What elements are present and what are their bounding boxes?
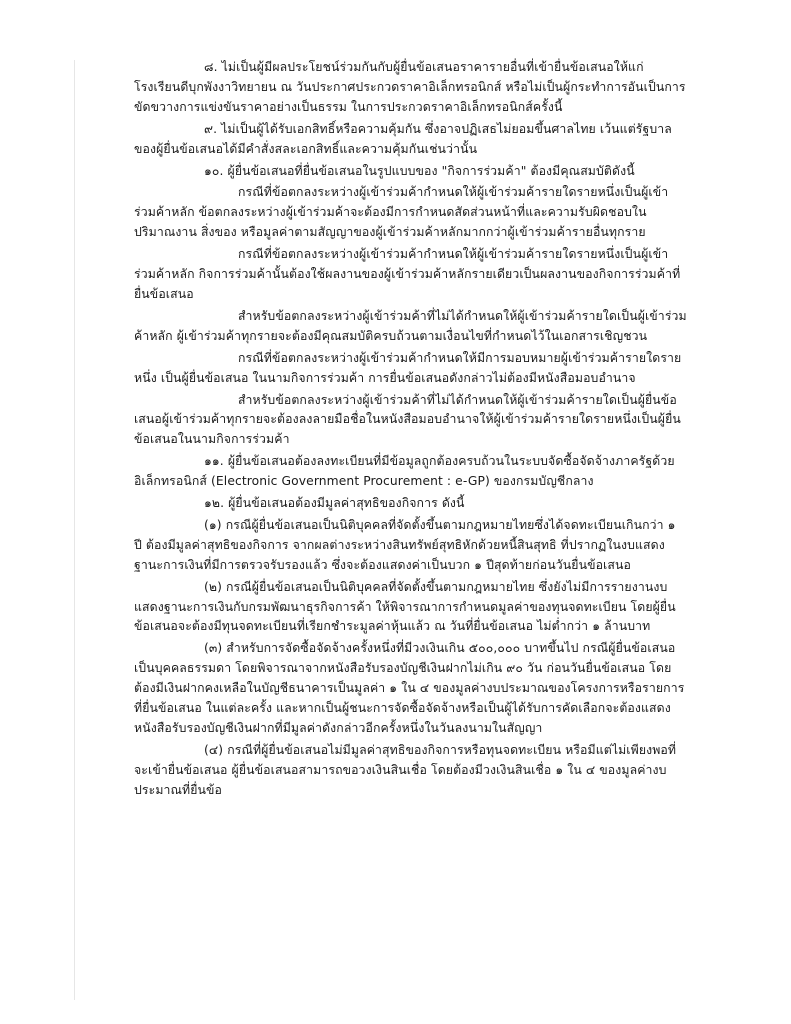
clause-8: ๘. ไม่เป็นผู้มีผลประโยชน์ร่วมกันกับผู้ยื่นข้อเสนอราคารายอื่นที่เข้ายื่นข้อเสนอให้แก่โรงเรียนดีบุกพังงาวิทยายน ณ วันประกาศประกวดราคาอิเล็กทรอนิกส์ หรือไม่เป็นผู้กระทำการอันเป็นการขัดขวางการแข่งขันราคาอย่างเป็นธรรม ในการประกวดราคาอิเล็กทรอนิกส์ครั้งนี้ <box>134 60 686 114</box>
clause-12: ๑๒. ผู้ยื่นข้อเสนอต้องมีมูลค่าสุทธิของกิจการ ดังนี้ <box>204 496 465 511</box>
clause-12-1: (๑) กรณีผู้ยื่นข้อเสนอเป็นนิติบุคคลที่จัดตั้งขึ้นตามกฎหมายไทยซึ่งได้จดทะเบียนเกินกว่า ๑ ปี ต้องมีมูลค่าสุทธิของกิจการ จากผลต่างระหว่างสินทรัพย์สุทธิหักด้วยหนี้สินสุทธิ ที่ปรากฏในงบแสดงฐานะการเงินที่มีการตรวจรับรองแล้ว ซึ่งจะต้องแสดงค่าเป็นบวก ๑ ปีสุดท้ายก่อนวันยื่นข้อเสนอ <box>134 517 676 572</box>
clause-10: ๑๐. ผู้ยื่นข้อเสนอที่ยื่นข้อเสนอในรูปแบบของ "กิจการร่วมค้า" ต้องมีคุณสมบัติดังนี้ <box>204 163 635 178</box>
clause-12-2: (๒) กรณีผู้ยื่นข้อเสนอเป็นนิติบุคคลที่จัดตั้งขึ้นตามกฎหมายไทย ซึ่งยังไม่มีการรายงานงบแสดงฐานะการเงินกับกรมพัฒนาธุรกิจการค้า ให้พิจารณาการกำหนดมูลค่าของทุนจดทะเบียน โดยผู้ยื่นข้อเสนอจะต้องมีทุนจดทะเบียนที่เรียกชำระมูลค่าหุ้นแล้ว ณ วันที่ยื่นข้อเสนอ ไม่ต่ำกว่า ๑ ล้านบาท <box>134 579 676 634</box>
clause-10-assigned-bidder: กรณีที่ข้อตกลงระหว่างผู้เข้าร่วมค้ากำหนดให้มีการมอบหมายผู้เข้าร่วมค้ารายใดรายหนึ่ง เป็นผู้ยื่นข้อเสนอ ในนามกิจการร่วมค้า การยื่นข้อเสนอดังกล่าวไม่ต้องมีหนังสือมอบอำนาจ <box>134 350 682 385</box>
clause-12-3: (๓) สำหรับการจัดซื้อจัดจ้างครั้งหนึ่งที่มีวงเงินเกิน ๕๐๐,๐๐๐ บาทขึ้นไป กรณีผู้ยื่นข้อเสนอเป็นบุคคลธรรมดา โดยพิจารณาจากหนังสือรับรองบัญชีเงินฝากไม่เกิน ๙๐ วัน ก่อนวันยื่นข้อเสนอ โดยต้องมีเงินฝากคงเหลือในบัญชีธนาคารเป็นมูลค่า ๑ ใน ๔ ของมูลค่างบประมาณของโครงการหรือรายการที่ยื่นข้อเสนอ ในแต่ละครั้ง และหากเป็นผู้ชนะการจัดซื้อจัดจ้างหรือเป็นผู้ได้รับการคัดเลือกจะต้องแสดงหนังสือรับรองบัญชีเงินฝากที่มีมูลค่าดังกล่าวอีกครั้งหนึ่งในวันลงนามในสัญญา <box>134 641 685 735</box>
clause-10-lead-partner-ratio: กรณีที่ข้อตกลงระหว่างผู้เข้าร่วมค้ากำหนดให้ผู้เข้าร่วมค้ารายใดรายหนึ่งเป็นผู้เข้าร่วมค้าหลัก ข้อตกลงระหว่างผู้เข้าร่วมค้าจะต้องมีการกำหนดสัดส่วนหน้าที่และความรับผิดชอบในปริมาณงาน สิ่งของ หรือมูลค่าตามสัญญาของผู้เข้าร่วมค้าหลักมากกว่าผู้เข้าร่วมค้ารายอื่นทุกราย <box>134 185 669 240</box>
clause-11: ๑๑. ผู้ยื่นข้อเสนอต้องลงทะเบียนที่มีข้อมูลถูกต้องครบถ้วนในระบบจัดซื้อจัดจ้างภาครัฐด้วยอิเล็กทรอนิกส์ (Electronic Government Procurement : e-GP) ของกรมบัญชีกลาง <box>134 454 675 489</box>
clause-10-lead-partner-work: กรณีที่ข้อตกลงระหว่างผู้เข้าร่วมค้ากำหนดให้ผู้เข้าร่วมค้ารายใดรายหนึ่งเป็นผู้เข้าร่วมค้าหลัก กิจการร่วมค้านั้นต้องใช้ผลงานของผู้เข้าร่วมค้าหลักรายเดียวเป็นผลงานของกิจการร่วมค้าที่ยื่นข้อเสนอ <box>134 247 681 301</box>
scan-edge-line <box>74 60 75 1000</box>
clause-10-no-lead-partner: สำหรับข้อตกลงระหว่างผู้เข้าร่วมค้าที่ไม่ได้กำหนดให้ผู้เข้าร่วมค้ารายใดเป็นผู้เข้าร่วมค้าหลัก ผู้เข้าร่วมค้าทุกรายจะต้องมีคุณสมบัติครบถ้วนตามเงื่อนไขที่กำหนดไว้ในเอกสารเชิญชวน <box>134 308 687 343</box>
clause-12-4: (๔) กรณีที่ผู้ยื่นข้อเสนอไม่มีมูลค่าสุทธิของกิจการหรือทุนจดทะเบียน หรือมีแต่ไม่เพียงพอที่จะเข้ายื่นข้อเสนอ ผู้ยื่นข้อเสนอสามารถขอวงเงินสินเชื่อ โดยต้องมีวงเงินสินเชื่อ ๑ ใน ๔ ของมูลค่างบประมาณที่ยื่นข้อ <box>134 742 677 797</box>
clause-10-power-of-attorney: สำหรับข้อตกลงระหว่างผู้เข้าร่วมค้าที่ไม่ได้กำหนดให้ผู้เข้าร่วมค้ารายใดเป็นผู้ยื่นข้อเสนอผู้เข้าร่วมค้าทุกรายจะต้องลงลายมือชื่อในหนังสือมอบอำนาจให้ผู้เข้าร่วมค้ารายใดรายหนึ่งเป็นผู้ยื่นข้อเสนอในนามกิจการร่วมค้า <box>134 392 681 447</box>
clause-9: ๙. ไม่เป็นผู้ได้รับเอกสิทธิ์หรือความคุ้มกัน ซึ่งอาจปฏิเสธไม่ยอมขึ้นศาลไทย เว้นแต่รัฐบาลของผู้ยื่นข้อเสนอได้มีคำสั่งสละเอกสิทธิ์และความคุ้มกันเช่นว่านั้น <box>134 121 672 156</box>
